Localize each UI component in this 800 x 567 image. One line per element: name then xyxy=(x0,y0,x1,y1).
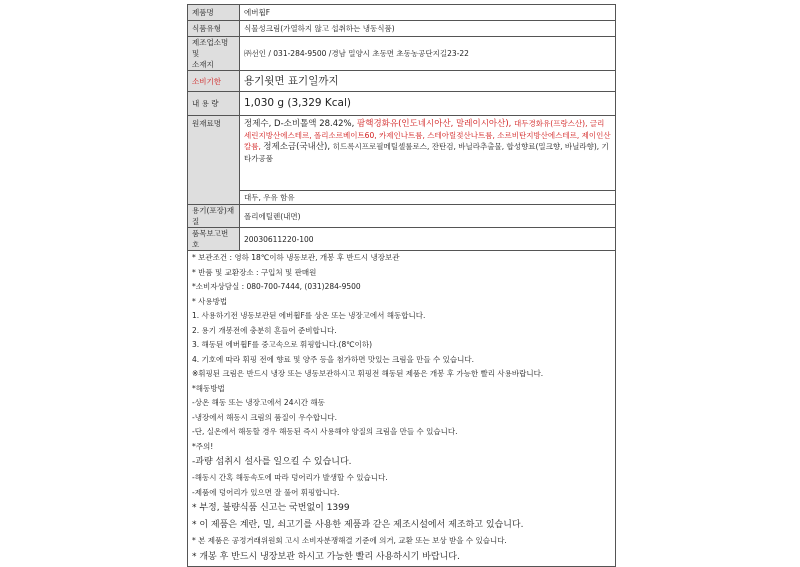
note-line: * 보관조건 : 영하 18℃이하 냉동보관, 개봉 후 반드시 냉장보관 xyxy=(192,253,400,262)
label-expiry: 소비기한 xyxy=(188,71,240,92)
value-allergen: 대두, 우유 함유 xyxy=(240,190,616,204)
row-volume xyxy=(188,92,616,116)
label-product-name: 제품명 xyxy=(188,5,240,21)
note-line: -냉장에서 해동시 크림의 품질이 우수합니다. xyxy=(192,412,338,422)
value-packaging: 폴리에틸렌(내면) xyxy=(240,205,616,228)
note-line: *주의! xyxy=(192,441,214,451)
note-line: -단, 실온에서 해동할 경우 해동된 즉시 사용해야 양질의 크림을 만들 수 있습니다. xyxy=(192,427,458,436)
label-ingredients: 원재료명 xyxy=(188,116,240,205)
ingredient-segment: 히드록시프로필메틸셀룰로스, 잔탄검, 바닐라추출물, 합성향료(밀크향, 바닐라향), 기타가공품 xyxy=(244,142,609,163)
ingredient-segment: 정제수, D-소비톨액 28.42%, xyxy=(244,119,358,129)
note-line: -과량 섭취시 설사를 일으킬 수 있습니다. xyxy=(192,457,352,467)
row-allergen xyxy=(188,190,616,204)
value-expiry: 용기윗면 표기일까지 xyxy=(240,71,616,92)
row-notes xyxy=(188,251,616,567)
note-line: -상온 해동 또는 냉장고에서 24시간 해동 xyxy=(192,398,325,407)
row-manufacturer xyxy=(188,37,616,71)
row-packaging xyxy=(188,205,616,228)
ingredients-text xyxy=(244,119,611,163)
note-line: * 본 제품은 공정거래위원회 고시 소비자분쟁해결 기준에 의거, 교환 또는 보상 받을 수 있습니다. xyxy=(192,536,507,545)
label-report-no: 품목보고번호 xyxy=(188,228,240,251)
value-volume: 1,030 g (3,329 Kcal) xyxy=(240,92,616,116)
value-product-name: 에버휩F xyxy=(240,5,616,21)
note-line: 1. 사용하기전 냉동보관된 에버휩F를 상온 또는 냉장고에서 해동합니다. xyxy=(192,311,426,320)
row-ingredients xyxy=(188,116,616,191)
ingredient-segment: 팜핵경화유(인도네시아산, 말레이시아산), xyxy=(357,119,515,129)
value-report-no: 20030611220-100 xyxy=(240,228,616,251)
ingredient-segment: 대두경화유(프랑스산), 글리세린지방산에스테르, 폴리소르베이트60, 카제인나트륨, 스테아릴젖산나트륨, 소르비탄지방산에스테르, 제이인산칼륨, xyxy=(244,119,611,151)
note-line: *소비자상담실 : 080-700-7444, (031)284-9500 xyxy=(192,282,361,291)
note-line: -제품에 덩어리가 있으면 잘 풀어 휘핑합니다. xyxy=(192,487,340,497)
label-manufacturer-line1: 제조업소명 및 xyxy=(192,38,229,58)
note-line: * 개봉 후 반드시 냉장보관 하시고 가능한 빨리 사용하시기 바랍니다. xyxy=(192,551,460,562)
product-info-table xyxy=(187,4,616,567)
row-report-no xyxy=(188,228,616,251)
label-manufacturer-line2: 소재지 xyxy=(192,60,214,69)
row-product-name xyxy=(188,5,616,21)
label-volume: 내 용 량 xyxy=(188,92,240,116)
note-line: * 반품 및 교환장소 : 구입처 및 판매원 xyxy=(192,267,317,277)
value-food-type: 식물성크림(가열하지 않고 섭취하는 냉동식품) xyxy=(240,21,616,37)
value-manufacturer: ㈜선인 / 031-284-9500 /경남 밀양시 초동면 초동농공단지길23-22 xyxy=(240,37,616,71)
note-line: * 사용방법 xyxy=(192,296,228,306)
notes-cell xyxy=(188,251,616,567)
note-line: 2. 용기 개봉전에 충분히 흔들어 준비합니다. xyxy=(192,325,337,335)
label-food-type: 식품유형 xyxy=(188,21,240,37)
label-manufacturer xyxy=(188,37,240,71)
note-line: ※휘핑된 크림은 반드시 냉장 또는 냉동보관하시고 휘핑전 해동된 제품은 개봉 후 가능한 빨리 사용바랍니다. xyxy=(192,369,544,378)
note-line: * 이 제품은 계란, 밀, 쇠고기를 사용한 제품과 같은 제조시설에서 제조하고 있습니다. xyxy=(192,520,524,530)
row-expiry xyxy=(188,71,616,92)
ingredient-segment: 정제소금(국내산), xyxy=(263,142,333,152)
note-line: 4. 기호에 따라 휘핑 전에 향료 및 양주 등을 첨가하면 맛있는 크림을 만들 수 있습니다. xyxy=(192,354,474,364)
label-packaging: 용기(포장)재질 xyxy=(188,205,240,228)
note-line: *해동방법 xyxy=(192,383,225,393)
note-line: -해동시 간혹 해동속도에 따라 덩어리가 발생할 수 있습니다. xyxy=(192,473,388,482)
note-line: 3. 해동된 에버휩F를 중고속으로 휘핑합니다.(8℃이하) xyxy=(192,340,373,349)
row-food-type xyxy=(188,21,616,37)
note-line: * 부정, 불량식품 신고는 국번없이 1399 xyxy=(192,503,350,513)
notes-list xyxy=(192,251,611,566)
value-ingredients xyxy=(240,116,616,191)
